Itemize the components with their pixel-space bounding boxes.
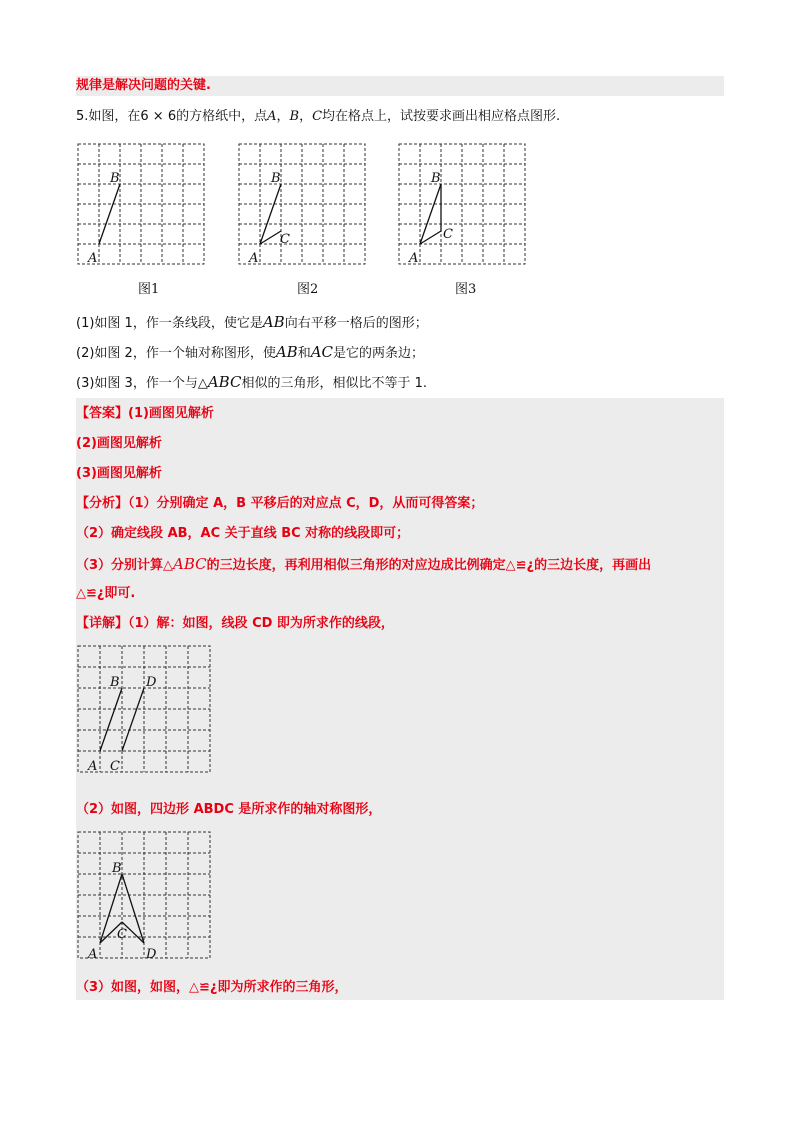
label-c: C [117,927,127,942]
label-a: A [249,251,259,266]
solution-figure-2-grid [72,826,216,966]
figure-2-grid [233,138,373,270]
figure-3-grid [393,138,533,270]
grid-lines [78,144,204,264]
label-b: B [431,171,441,186]
part-1: (1)如图 1，作一条线段，使它是AB向右平移一格后的图形； [76,313,428,331]
label-b: B [271,171,281,186]
analysis-4: △≌¿即可. [76,586,136,601]
segment-ac [260,231,281,244]
segment-ab [260,184,281,244]
label-b: B [112,861,122,876]
analysis-3: （3）分别计算△ABC的三边长度，再利用相似三角形的对应边成比例确定△≌¿的三边长度，再画出 [76,555,652,573]
segment-ab [99,184,120,244]
answer-2: (2)画图见解析 [76,436,162,451]
detail-2: （2）如图，四边形 ABDC 是所求作的轴对称图形， [76,802,382,817]
analysis-2: （2）确定线段 AB，AC 关于直线 BC 对称的线段即可； [76,526,410,541]
label-a: A [88,759,98,774]
answer-1: 【答案】(1)画图见解析 [76,406,214,421]
figure-1-caption: 图1 [138,282,160,297]
label-b: B [110,171,120,186]
grid-lines [78,646,210,772]
label-c: C [280,232,290,247]
label-d: D [146,675,157,690]
answer-3: (3)画图见解析 [76,466,162,481]
label-c: C [110,759,120,774]
label-b: B [110,675,120,690]
segment-ab [100,688,122,751]
detail-3: （3）如图，如图，△≌¿即为所求作的三角形， [76,980,348,995]
figure-3-caption: 图3 [455,282,477,297]
part-2: (2)如图 2，作一个轴对称图形，使AB和AC是它的两条边； [76,343,425,361]
analysis-1: 【分析】（1）分别确定 A，B 平移后的对应点 C，D，从而可得答案； [76,496,484,511]
grid-lines [78,832,210,958]
label-a: A [88,947,98,962]
part-3: (3)如图 3，作一个与△ABC相似的三角形，相似比不等于 1. [76,373,427,391]
segment-ac [420,231,441,244]
figure-1-grid [72,138,212,270]
question-statement: 5.如图，在6 × 6的方格纸中，点A，B，C均在格点上，试按要求画出相应格点图形. [76,109,561,124]
segment-ab [420,184,441,244]
grid-lines [399,144,525,264]
detail-1: 【详解】（1）解：如图，线段 CD 即为所求作的线段， [76,616,394,631]
grid-lines [239,144,365,264]
segment-cd [122,688,144,751]
label-c: C [443,227,453,242]
solution-figure-1-grid [72,640,216,780]
rule-text: 规律是解决问题的关键. [76,76,724,96]
figure-2-caption: 图2 [297,282,319,297]
label-a: A [88,251,98,266]
label-a: A [409,251,419,266]
label-d: D [146,947,157,962]
